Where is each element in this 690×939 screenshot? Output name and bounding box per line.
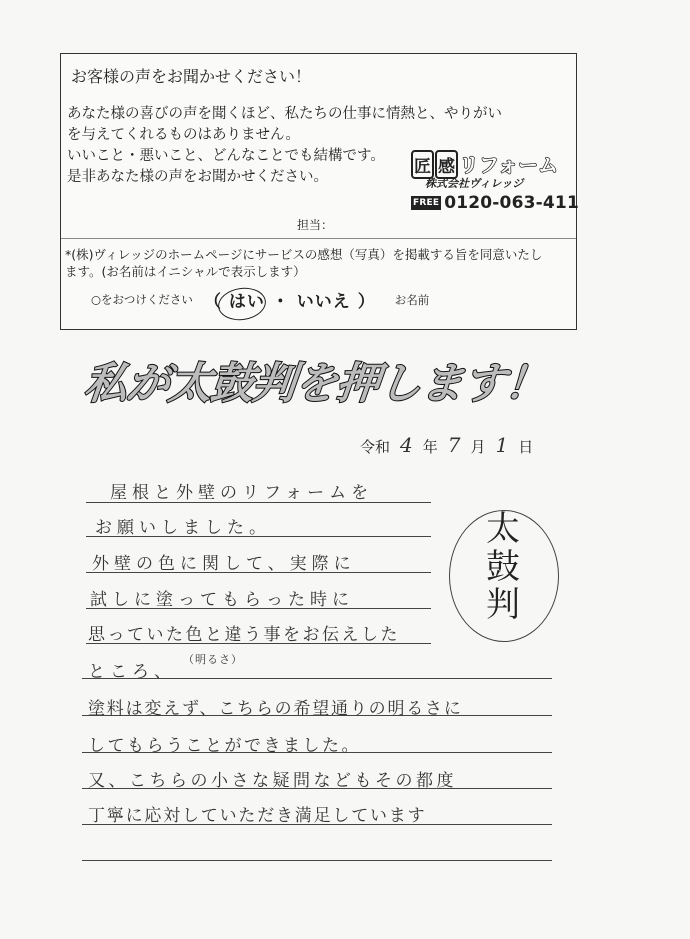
message-line: 又、こちらの小さな疑問などもその都度 (88, 771, 457, 791)
insert-note: （明るさ） (183, 653, 243, 666)
survey-heading: お客様の声をお聞かせください！ (71, 67, 312, 86)
consent-text (65, 246, 573, 280)
message-line: 屋根と外壁のリフォームを (110, 483, 374, 503)
banner-text: 私が太鼓判を押します！ (82, 359, 550, 409)
free-dial-icon: FREE (413, 198, 440, 208)
consent-line: *(株)ヴィレッジのホームページにサービスの感想（写真）を掲載する旨を同意いたし (65, 247, 543, 262)
consent-options-text: （ はい ・ いいえ ） (204, 292, 376, 312)
message-line: ところ、 (88, 662, 176, 682)
date-day-unit: 日 (518, 438, 534, 456)
survey-form-box (60, 53, 577, 330)
phone-value: 0120-063-411 (444, 193, 579, 213)
company-name: 株式会社ヴィレッジ (425, 177, 524, 190)
date-day: 1 (495, 433, 509, 457)
consent-row (91, 287, 429, 313)
logo-kanji: 匠 (411, 150, 434, 179)
phone-number (411, 193, 579, 213)
message-line: 外壁の色に関して、実際に (92, 554, 356, 574)
selected-circle-mark (216, 285, 268, 323)
message-line: してもらうことができました。 (88, 736, 361, 756)
message-line: 試しに塗ってもらった時に (90, 590, 354, 610)
intro-line: を与えてくれるものはありません。 (67, 127, 300, 143)
stamp-text: 太鼓判 (486, 509, 520, 625)
date-month-unit: 月 (470, 438, 486, 456)
logo-kanji: 感 (435, 150, 458, 179)
staff-label: 担当： (297, 218, 334, 232)
date-month: 7 (447, 433, 461, 457)
message-line: 塗料は変えず、こちらの希望通りの明るさに (88, 699, 463, 719)
ruled-line (82, 860, 552, 861)
intro-line: 是非あなた様の声をお聞かせください。 (67, 169, 328, 185)
message-line: 思っていた色と違う事をお伝えした (88, 625, 400, 645)
taikoban-stamp (449, 502, 559, 647)
logo-text: リフォーム (459, 153, 558, 177)
name-label: お名前 (394, 292, 430, 307)
banner-title (82, 350, 550, 411)
consent-options[interactable] (204, 292, 376, 312)
intro-line: いいこと・悪いこと、どんなことでも結構です。 (67, 148, 385, 164)
intro-line: あなた様の喜びの声を聞くほど、私たちの仕事に情熱と、やりがい (67, 106, 502, 122)
message-line: 丁寧に応対していただき満足しています (88, 806, 427, 826)
consent-line: ます。(お名前はイニシャルで表示します） (65, 264, 306, 279)
company-brand (411, 149, 579, 219)
date-era: 令和 (360, 438, 391, 456)
divider (61, 238, 576, 239)
message-line: お願いしました。 (95, 518, 271, 538)
consent-prompt: ○をおつけください (91, 292, 193, 307)
date-year: 4 (400, 433, 413, 457)
date-row (360, 433, 533, 457)
date-year-unit: 年 (422, 438, 438, 456)
